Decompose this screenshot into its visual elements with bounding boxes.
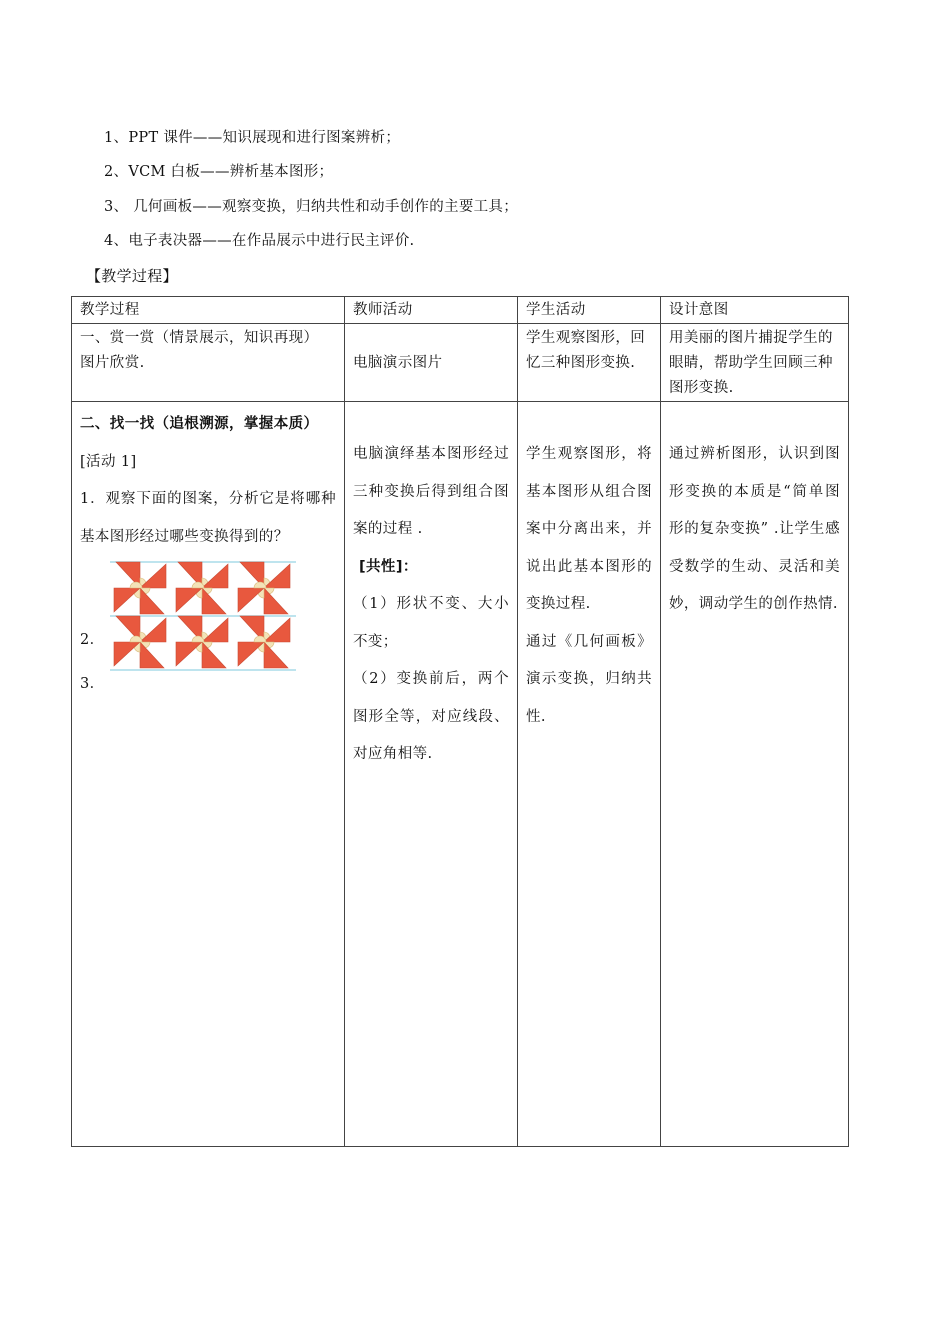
row1-intent-text: 用美丽的图片捕捉学生的眼睛，帮助学生回顾三种图形变换. — [669, 330, 833, 396]
table-row — [72, 324, 849, 402]
activity-label: [活动 1] — [80, 453, 137, 470]
header-intent: 设计意图 — [661, 297, 849, 324]
row1-process-sub: 图片欣赏. — [80, 355, 145, 371]
row1-process — [72, 324, 345, 402]
student-observe-text: 学生观察图形，将基本图形从组合图案中分离出来，并说出此基本图形的变换过程. — [526, 446, 652, 612]
table-header-row — [72, 297, 849, 324]
header-student: 学生活动 — [518, 297, 661, 324]
intro-line-2: 2、VCM 白板——辨析基本图形； — [104, 164, 334, 180]
lesson-table — [71, 296, 849, 1147]
student-geometry-text: 通过《几何画板》演示变换，归纳共性. — [526, 633, 652, 725]
question-text: 1．观察下面的图案，分析它是将哪种基本图形经过哪些变换得到的？ — [80, 491, 336, 545]
pinwheel-4 — [114, 616, 166, 668]
intro-line-1: 1、PPT 课件——知识展现和进行图案辨析； — [104, 130, 401, 146]
row2-student — [518, 402, 661, 1147]
pattern-figure — [80, 560, 336, 700]
intro-line-3: 3、 几何画板——观察变换，归纳共性和动手创作的主要工具； — [104, 199, 519, 215]
row2-process-title: 二、找一找（追根溯源，掌握本质） — [80, 416, 319, 432]
intro-line-4: 4、电子表决器——在作品展示中进行民主评价. — [104, 233, 415, 249]
pinwheel-pattern-image — [110, 560, 296, 672]
row2-teacher — [345, 402, 518, 1147]
row1-student-text: 学生观察图形，回忆三种图形变换. — [526, 330, 646, 371]
pinwheel-2 — [176, 562, 228, 614]
row1-intent — [661, 324, 849, 402]
row1-teacher-text: 电脑演示图片 — [353, 355, 443, 371]
pinwheel-6 — [238, 616, 290, 668]
table-row — [72, 402, 849, 1147]
pinwheel-1 — [114, 562, 166, 614]
commonality-label: [共性]： — [359, 558, 418, 575]
commonality-point-2: （2）变换前后，两个图形全等，对应线段、对应角相等. — [353, 671, 509, 762]
row2-process — [72, 402, 345, 1147]
pinwheel-3 — [238, 562, 290, 614]
teacher-process-text: 电脑演绎基本图形经过三种变换后得到组合图案的过程 . — [353, 446, 509, 537]
row2-intent — [661, 402, 849, 1147]
commonality-point-1: （1）形状不变、大小不变； — [353, 596, 509, 650]
intent-text: 通过辨析图形，认识到图形变换的本质是“简单图形的复杂变换” .让学生感受数学的生动、灵活和美妙，调动学生的创作热情. — [669, 446, 840, 612]
item-3-label: 3． — [80, 676, 105, 692]
header-teacher: 教师活动 — [345, 297, 518, 324]
row1-student — [518, 324, 661, 402]
row1-process-title: 一、赏一赏（情景展示，知识再现） — [80, 330, 319, 346]
row1-teacher — [345, 324, 518, 402]
header-process: 教学过程 — [72, 297, 345, 324]
item-2-label: 2． — [80, 632, 105, 648]
pinwheel-5 — [176, 616, 228, 668]
section-heading: 【教学过程】 — [86, 267, 178, 285]
